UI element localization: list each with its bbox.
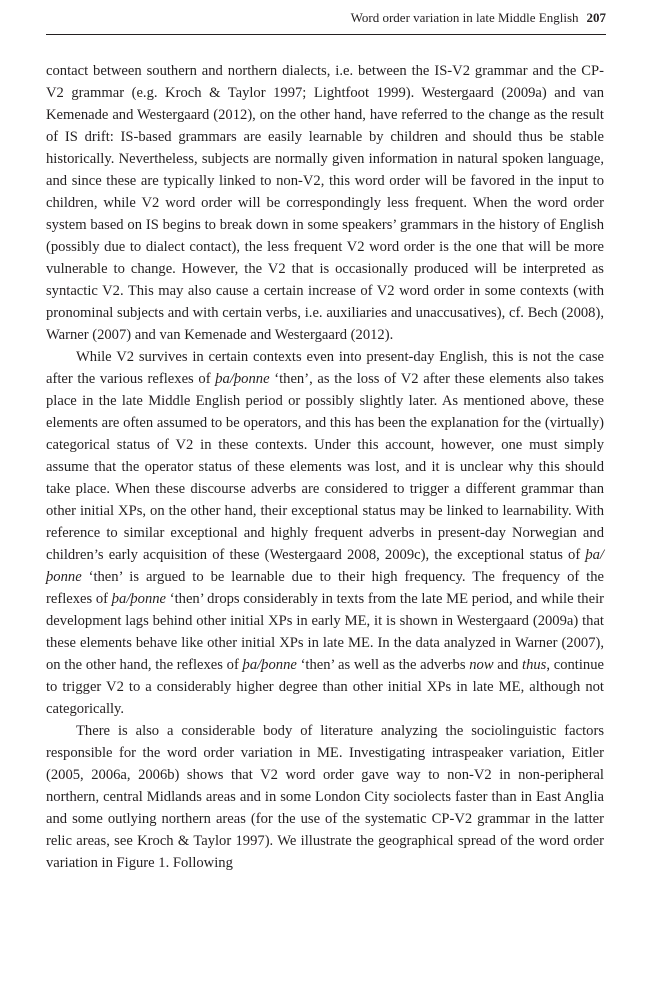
italic-term: thus (522, 657, 547, 673)
italic-term: þa/þonne (111, 591, 167, 607)
text-run: There is also a considerable body of literature analyzing the sociolinguistic factors responsible for the word order variation in ME. Investigating intraspeaker variation, Eitler (2005, 2006a, 2006b) shows that V2 word order gave way to non-V2 in non-peripheral northern, central Midlands areas and in some London City sociolects faster than in East Anglia and some outlying northern areas (for the use of the systematic CP-V2 grammar in the latter relic areas, see Kroch & Taylor 1997). We illustrate the geographical spread of the word order variation in Figure 1. Following (46, 723, 604, 871)
text-run: and (493, 657, 523, 673)
text-run: ‘then’ as well as the adverbs (296, 657, 470, 673)
italic-term: now (469, 657, 494, 673)
italic-term: þa/þonne (215, 371, 270, 387)
text-run: , continue to trigger V2 to a considerably higher degree than other initial XPs in late ME, although not categorically. (46, 657, 604, 717)
running-title: Word order variation in late Middle English (350, 10, 579, 25)
paragraph (46, 720, 604, 874)
paragraph (46, 60, 604, 346)
italic-term: þa/þonne (242, 657, 297, 673)
page-number: 207 (586, 10, 606, 25)
text-run: contact between southern and northern dialects, i.e. between the IS-V2 grammar and the CP-V2 grammar (e.g. Kroch & Taylor 1997; Lightfoot 1999). Westergaard (2009a) and van Kemenade and Westergaard (2012), on the other hand, have referred to the change as the result of IS drift: IS-based grammars are easily learnable by children and should thus be stable historically. Nevertheless, subjects are normally given information in natural spoken language, and since these are typically linked to non-V2, this word order will be favored in the input to children, while V2 word order will be correspondingly less frequent. When the word order system based on IS begins to break down in some speakers’ grammars in the history of English (possibly due to dialect contact), the less frequent V2 word order is the one that will be more vulnerable to change. However, the V2 that is occasionally produced will be interpreted as syntactic V2. This may also cause a certain increase of V2 word order in some contexts (with pronominal subjects and with certain verbs, i.e. auxiliaries and unaccusatives), cf. Bech (2008), Warner (2007) and van Kemenade and Westergaard (2012). (46, 63, 604, 343)
paragraph (46, 346, 604, 720)
running-head (46, 10, 606, 35)
text-run: ‘then’ drops considerably in texts from the late ME period, and while their development lags behind other initial XPs in early ME, it is shown in Westergaard (2009a) that these elements behave like other initial XPs in late ME. In the data analyzed in Warner (2007), on the other hand, the reflexes of (46, 591, 604, 673)
text-run: ‘then’, as the loss of V2 after these elements also takes place in the late Middle English period or possibly slightly later. As mentioned above, these elements are often assumed to be operators, and this has been the explanation for the (virtually) categorical status of V2 in these contexts. Under this account, however, one must simply assume that the operator status of these elements was lost, and it is unclear why this should take place. When these discourse adverbs are considered to trigger a different grammar than other initial XPs, on the other hand, their exceptional status may be linked to learnability. With reference to similar exceptional and highly frequent adverbs in present-day Norwegian and children’s early acquisition of these (Westergaard 2008, 2009c), the exceptional status of (46, 371, 604, 563)
italic-term: þa/þonne (46, 547, 604, 585)
body-text (46, 60, 604, 874)
text-run: While V2 survives in certain contexts even into present-day English, this is not the case after the various reflexes of (46, 349, 604, 387)
text-run: ‘then’ is argued to be learnable due to their high frequency. The frequency of the reflexes of (46, 569, 604, 607)
